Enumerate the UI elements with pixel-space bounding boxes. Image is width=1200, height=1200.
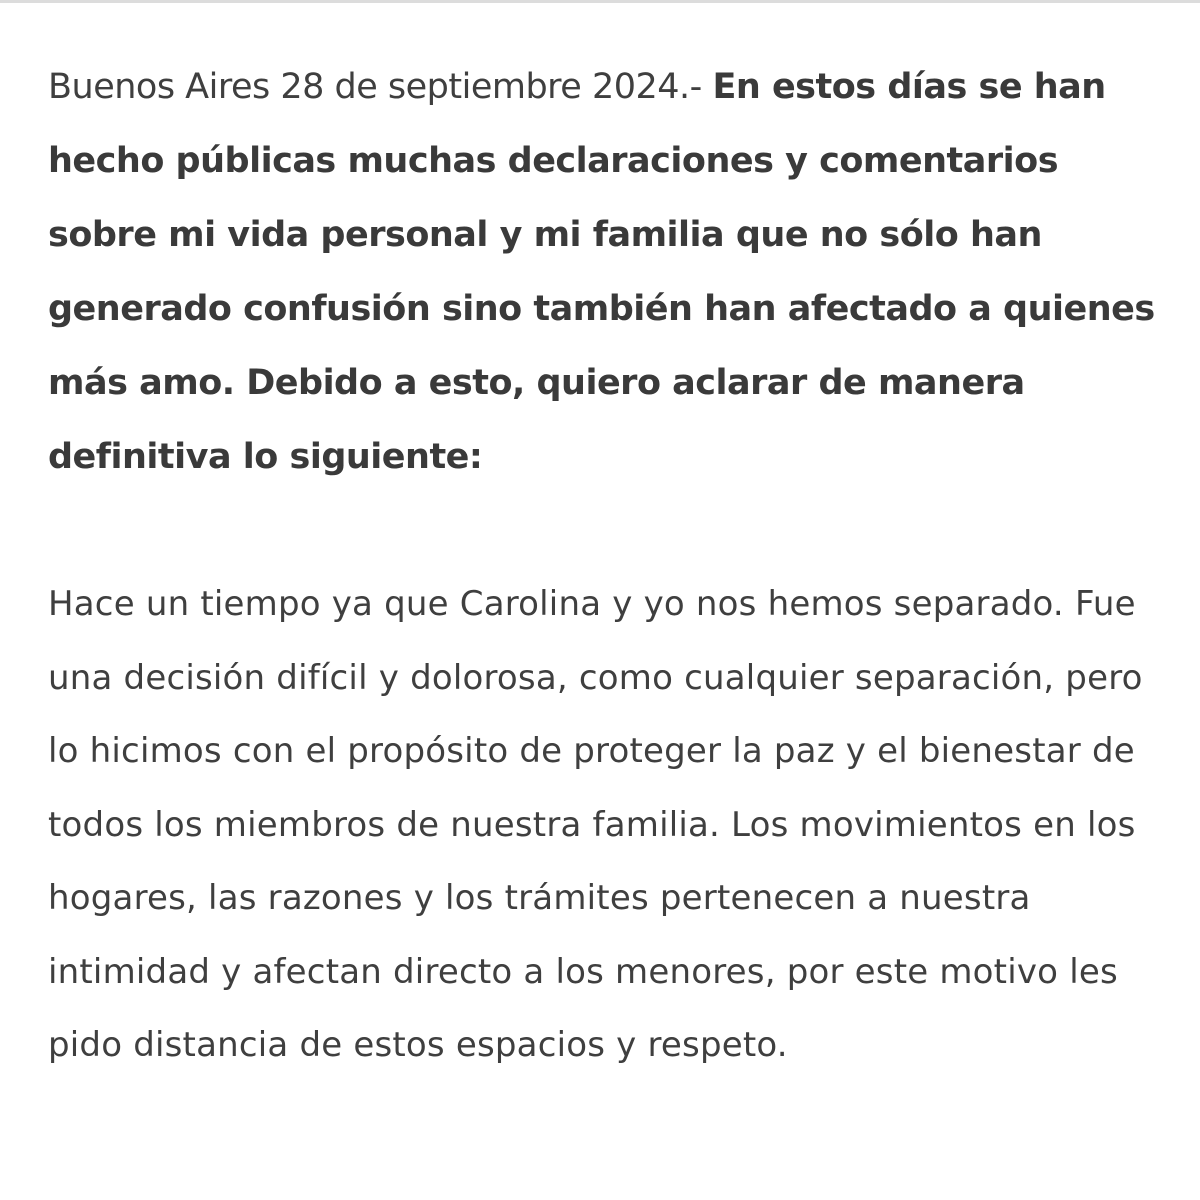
statement-paragraph-2: Hace un tiempo ya que Carolina y yo nos hemos separado. Fue una decisión difícil y dolorosa, como cualquier separación, pero lo hicimos con el propósito de proteger la paz y el bienestar de todos los miembros de nuestra familia. Los movimientos en los hogares, las razones y los trámites pertenecen a nuestra intimidad y afectan directo a los menores, por este motivo les pido distancia de estos espacios y respeto. bbox=[48, 584, 1143, 1065]
lead-bold-text: En estos días se han hecho públicas muchas declaraciones y comentarios sobre mi vida personal y mi familia que no sólo han generado confusión sino también han afectado a quienes más amo. Debido a esto, quiero aclarar de manera definitiva lo siguiente: bbox=[48, 67, 1155, 477]
dateline: Buenos Aires 28 de septiembre 2024.- bbox=[48, 67, 702, 107]
statement-paragraph-1 bbox=[48, 50, 1158, 494]
statement-document bbox=[48, 50, 1158, 1083]
top-divider bbox=[0, 0, 1200, 3]
